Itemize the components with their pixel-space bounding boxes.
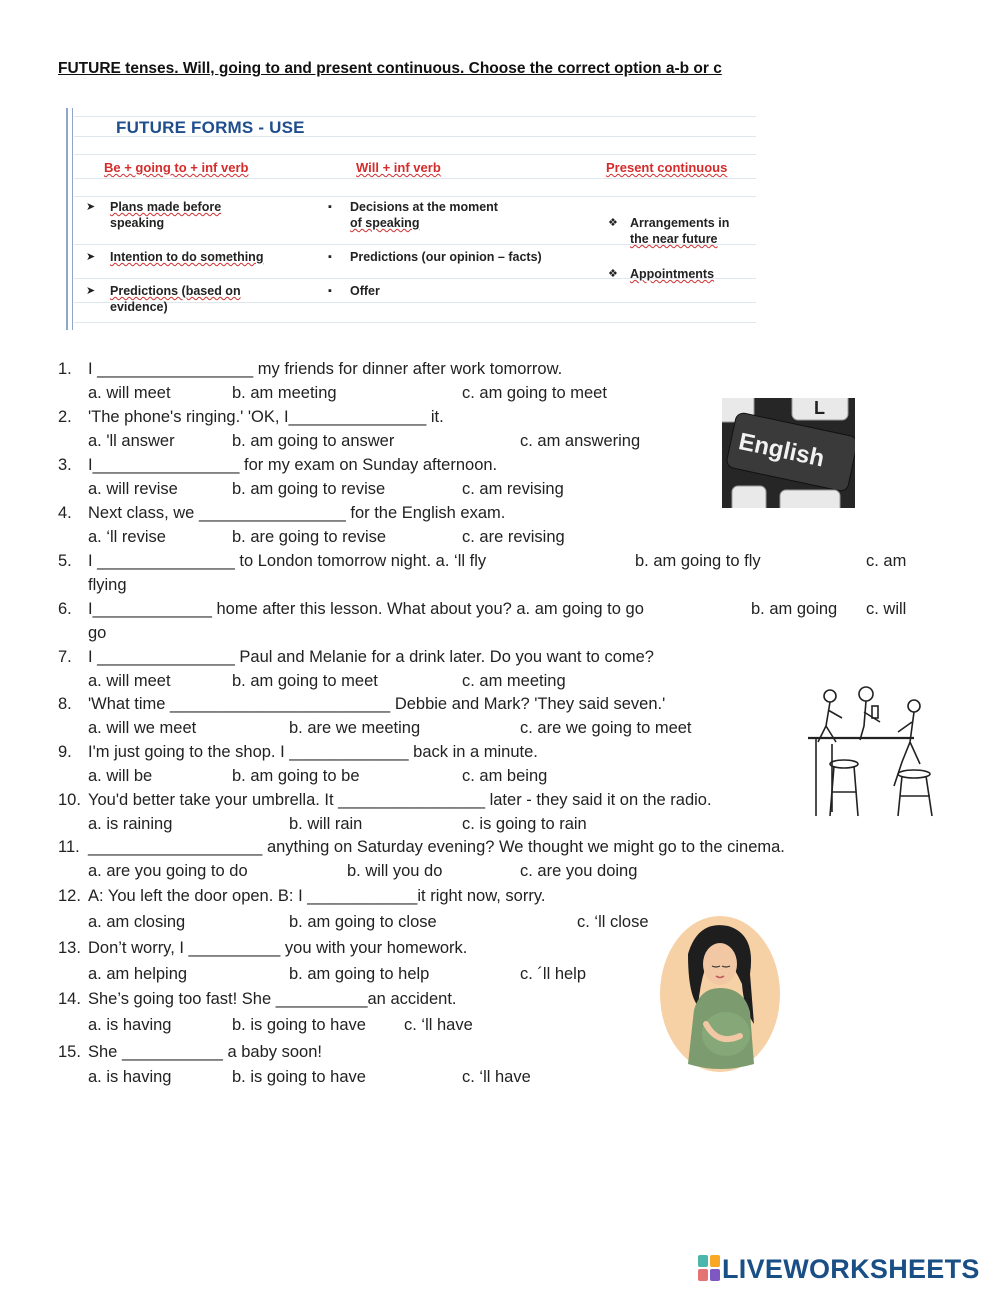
q12-option-b[interactable]: b. am going to close bbox=[289, 913, 437, 931]
square-bullet-icon: ▪ bbox=[328, 201, 332, 213]
q1-option-b[interactable]: b. am meeting bbox=[232, 384, 337, 402]
q8-option-b[interactable]: b. are we meeting bbox=[289, 719, 421, 737]
q15-option-b[interactable]: b. is going to have bbox=[232, 1068, 366, 1086]
question-9: 9. I'm just going to the shop. I _____________ back in a minute. bbox=[58, 743, 538, 761]
present-continuous-use-2: Appointments bbox=[630, 267, 715, 281]
q9-option-c[interactable]: c. am being bbox=[462, 767, 548, 785]
q5-option-c[interactable]: c. am bbox=[866, 552, 907, 570]
will-use-2: Predictions (our opinion – facts) bbox=[350, 250, 542, 264]
q10-option-b[interactable]: b. will rain bbox=[289, 815, 363, 833]
going-to-use-1: Plans made before bbox=[110, 200, 222, 214]
q4-option-b[interactable]: b. are going to revise bbox=[232, 528, 387, 546]
going-to-use-1-cont: speaking bbox=[110, 216, 165, 230]
q14-option-b[interactable]: b. is going to have bbox=[232, 1016, 366, 1034]
q9-option-b[interactable]: b. am going to be bbox=[232, 767, 360, 785]
q1-option-c[interactable]: c. am going to meet bbox=[462, 384, 607, 402]
square-bullet-icon: ▪ bbox=[328, 285, 332, 297]
q15-option-a[interactable]: a. is having bbox=[88, 1068, 172, 1086]
english-keyboard-image bbox=[722, 398, 855, 508]
question-5: 5. I _______________ to London tomorrow night. a. ‘ll fly bbox=[58, 552, 487, 570]
q10-option-c[interactable]: c. is going to rain bbox=[462, 815, 587, 833]
question-7: 7. I _______________ Paul and Melanie for a drink later. Do you want to come? bbox=[58, 648, 654, 666]
people-at-bar-image bbox=[802, 682, 946, 818]
present-continuous-use-1-cont: the near future bbox=[630, 232, 718, 246]
liveworksheets-logo-text: LIVEWORKSHEETS bbox=[722, 1254, 980, 1284]
future-forms-heading: FUTURE FORMS - USE bbox=[116, 118, 305, 137]
worksheet-title: FUTURE tenses. Will, going to and present continuous. Choose the correct option a-b or c bbox=[58, 60, 722, 77]
q10-option-a[interactable]: a. is raining bbox=[88, 815, 173, 833]
q5-option-c-cont[interactable]: flying bbox=[88, 576, 127, 594]
arrow-bullet-icon: ➤ bbox=[86, 201, 96, 213]
q5-option-b[interactable]: b. am going to fly bbox=[635, 552, 761, 570]
question-1: 1. I _________________ my friends for dinner after work tomorrow. bbox=[58, 360, 563, 378]
question-2: 2. 'The phone's ringing.' 'OK, I_______________ it. bbox=[58, 408, 444, 426]
q13-option-c[interactable]: c. ´ll help bbox=[520, 965, 587, 983]
q3-option-c[interactable]: c. am revising bbox=[462, 480, 564, 498]
q7-option-b[interactable]: b. am going to meet bbox=[232, 672, 378, 690]
question-12: 12. A: You left the door open. B: I ____________it right now, sorry. bbox=[58, 887, 546, 905]
q15-option-c[interactable]: c. ‘ll have bbox=[462, 1068, 531, 1086]
q2-option-a[interactable]: a. 'll answer bbox=[88, 432, 175, 450]
q11-option-a[interactable]: a. are you going to do bbox=[88, 862, 248, 880]
q14-option-a[interactable]: a. is having bbox=[88, 1016, 172, 1034]
q1-option-a[interactable]: a. will meet bbox=[88, 384, 171, 402]
q13-option-a[interactable]: a. am helping bbox=[88, 965, 188, 983]
going-to-use-3: Predictions (based on bbox=[110, 284, 241, 298]
q3-option-a[interactable]: a. will revise bbox=[88, 480, 178, 498]
keyboard-english-label: English bbox=[736, 428, 827, 473]
future-forms-table bbox=[66, 108, 756, 330]
going-to-use-3-cont: evidence) bbox=[110, 300, 168, 314]
question-6: 6. I_____________ home after this lesson. What about you? a. am going to go bbox=[58, 600, 644, 618]
q12-option-a[interactable]: a. am closing bbox=[88, 913, 186, 931]
q8-option-a[interactable]: a. will we meet bbox=[88, 719, 197, 737]
going-to-use-2: Intention to do something bbox=[110, 250, 264, 264]
q11-option-c[interactable]: c. are you doing bbox=[520, 862, 638, 880]
question-11: 11. ___________________ anything on Saturday evening? We thought we might go to the cinema. bbox=[58, 838, 785, 856]
question-3: 3. I________________ for my exam on Sunday afternoon. bbox=[58, 456, 498, 474]
q12-option-c[interactable]: c. ‘ll close bbox=[577, 913, 649, 931]
liveworksheets-logo-icon bbox=[698, 1255, 720, 1281]
keyboard-letter: L bbox=[814, 398, 825, 418]
question-14: 14. She’s going too fast! She __________an accident. bbox=[58, 990, 457, 1008]
q7-option-c[interactable]: c. am meeting bbox=[462, 672, 566, 690]
q2-option-b[interactable]: b. am going to answer bbox=[232, 432, 395, 450]
q3-option-b[interactable]: b. am going to revise bbox=[232, 480, 386, 498]
question-8: 8. 'What time ________________________ Debbie and Mark? 'They said seven.' bbox=[58, 695, 666, 713]
q4-option-c[interactable]: c. are revising bbox=[462, 528, 565, 546]
q4-option-a[interactable]: a. ‘ll revise bbox=[88, 528, 166, 546]
q7-option-a[interactable]: a. will meet bbox=[88, 672, 171, 690]
q13-option-b[interactable]: b. am going to help bbox=[289, 965, 430, 983]
pregnant-woman-image bbox=[658, 914, 782, 1074]
q6-option-c-cont[interactable]: go bbox=[88, 624, 107, 642]
q14-option-c[interactable]: c. ‘ll have bbox=[404, 1016, 473, 1034]
q11-option-b[interactable]: b. will you do bbox=[347, 862, 443, 880]
q6-option-b[interactable]: b. am going bbox=[751, 600, 838, 618]
q2-option-c[interactable]: c. am answering bbox=[520, 432, 641, 450]
question-15: 15. She ___________ a baby soon! bbox=[58, 1043, 322, 1061]
present-continuous-use-1: Arrangements in bbox=[630, 216, 730, 230]
question-4: 4. Next class, we ________________ for the English exam. bbox=[58, 504, 506, 522]
diamond-bullet-icon: ❖ bbox=[608, 268, 618, 280]
col-going-to-heading: Be + going to + inf verb bbox=[104, 160, 249, 175]
col-present-continuous-heading: Present continuous bbox=[606, 160, 728, 175]
q8-option-c[interactable]: c. are we going to meet bbox=[520, 719, 692, 737]
q9-option-a[interactable]: a. will be bbox=[88, 767, 153, 785]
question-10: 10. You'd better take your umbrella. It ________________ later - they said it on the radio. bbox=[58, 791, 712, 809]
arrow-bullet-icon: ➤ bbox=[86, 285, 96, 297]
question-13: 13. Don’t worry, I __________ you with your homework. bbox=[58, 939, 468, 957]
will-use-3: Offer bbox=[350, 284, 380, 298]
square-bullet-icon: ▪ bbox=[328, 251, 332, 263]
arrow-bullet-icon: ➤ bbox=[86, 251, 96, 263]
will-use-1-cont: of speaking bbox=[350, 216, 420, 230]
will-use-1: Decisions at the moment bbox=[350, 200, 498, 214]
q6-option-c[interactable]: c. will bbox=[866, 600, 907, 618]
col-will-heading: Will + inf verb bbox=[356, 160, 441, 175]
diamond-bullet-icon: ❖ bbox=[608, 217, 618, 229]
liveworksheets-logo bbox=[698, 1254, 980, 1285]
